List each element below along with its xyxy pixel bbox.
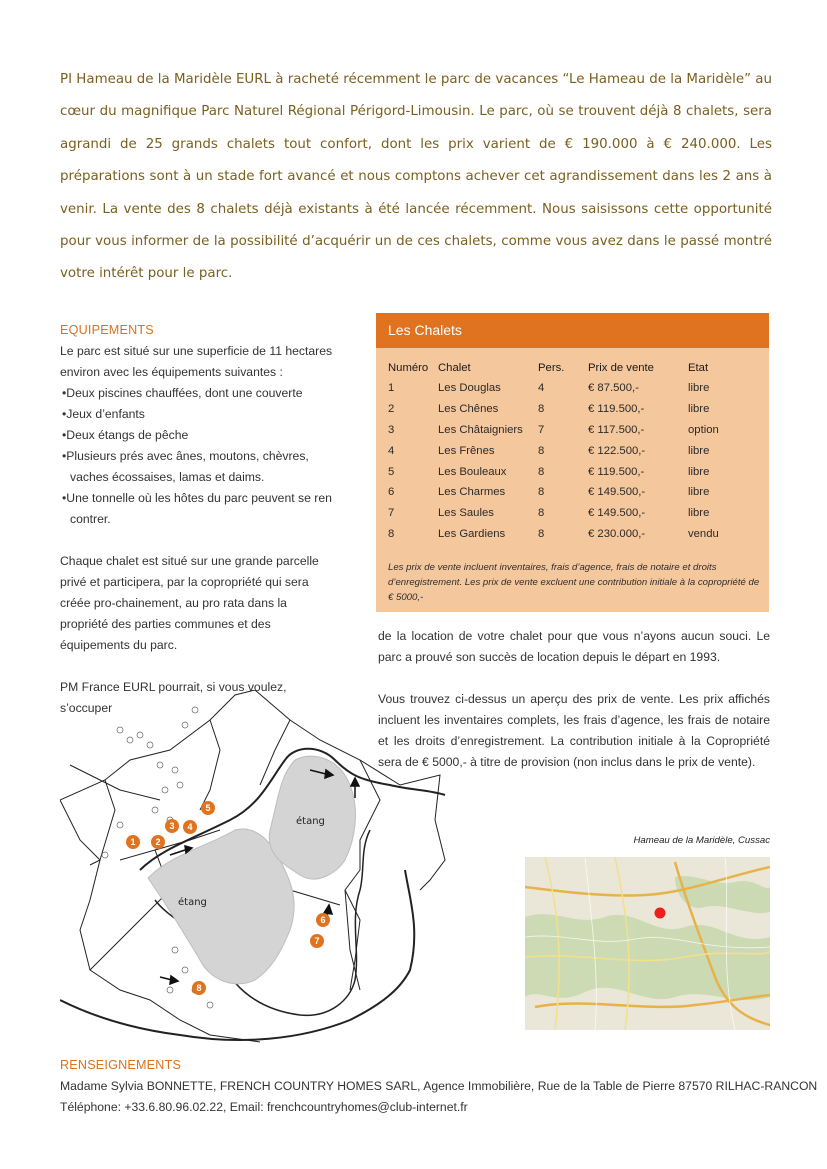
chalet-marker-2 [151,835,165,849]
table-cell: 4 [388,444,395,457]
table-cell: € 149.500,- [588,507,646,520]
table-cell: € 117.500,- [588,423,645,436]
table-cell: Les Chênes [438,403,499,416]
table-cell: Les Douglas [438,382,501,395]
contact-phone-email: Téléphone: +33.6.80.96.02.22, Email: frenchcountryhomes@club-internet.fr [60,1100,468,1114]
table-cell: 1 [388,382,395,395]
location-pin-icon [655,908,666,919]
table-cell: libre [688,486,710,499]
table-cell: Les Frênes [438,444,495,457]
table-row [388,399,758,420]
table-cell: libre [688,444,710,457]
intro-paragraph: PI Hameau de la Maridèle EURL à racheté récemment le parc de vacances “Le Hameau de la Maridèle” au cœur du magnifique Parc Naturel Régional Périgord-Limousin. Le parc, où se trouvent déjà 8 chalets, sera agrandi de 25 grands chalets tout confort, dont les prix varient de € 190.000 à € 240.000. Les préparations sont à un stade fort avancé et nous comptons achever cet agrandissement dans les 2 ans à venir. La vente des 8 chalets déjà existants à été lancée récemment. Nous saisissons cette opportunité pour vous informer de la possibilité d’acquérir un de ces chalets, comme vous avez dans le passé montré votre intérêt pour le parc. [60,72,772,282]
table-cell: libre [688,507,710,520]
renseignements-section [60,1055,817,1118]
column-header: Etat [688,362,709,374]
table-row [388,440,758,461]
chalet-marker-7 [310,934,324,948]
table-cell: 6 [388,486,395,499]
table-row [388,482,758,503]
table-cell: 8 [538,403,545,416]
chalet-marker-8 [192,981,206,995]
table-cell: 3 [388,423,395,436]
table-cell: € 230.000,- [588,527,646,540]
svg-text:4: 4 [187,822,193,832]
equipements-list [60,383,335,530]
table-row [388,503,758,524]
list-item: • Plusieurs prés avec ânes, moutons, chèvres, vaches écossaises, lamas et daims. [60,446,335,488]
table-row [388,524,758,545]
svg-text:2: 2 [155,837,161,847]
table-cell: libre [688,403,710,416]
list-item: • Deux étangs de pêche [60,425,335,446]
table-cell: option [688,423,719,436]
location-map-caption: Hameau de la Maridèle, Cussac [633,835,770,846]
table-row [388,420,758,441]
svg-text:8: 8 [196,983,202,993]
table-cell: 8 [538,465,545,478]
table-cell: 8 [538,527,545,540]
table-cell: 2 [388,403,395,416]
svg-text:5: 5 [205,803,211,813]
svg-text:1: 1 [130,837,136,847]
contact-address: Madame Sylvia BONNETTE, FRENCH COUNTRY HOMES SARL, Agence Immobilière, Rue de la Table de Pierre 87570 RILHAC-RANCON [60,1079,818,1093]
table-cell: 7 [388,507,395,520]
list-item: • Jeux d’enfants [60,404,335,425]
table-cell: Les Saules [438,507,494,520]
chalet-marker-1 [126,835,140,849]
equipements-section [60,320,335,719]
chalet-marker-6 [316,913,330,927]
table-cell: € 149.500,- [588,486,646,499]
table-cell: 8 [538,507,545,520]
svg-text:3: 3 [169,821,175,831]
pond-label: étang [178,897,207,908]
chalets-table-box [376,313,769,612]
table-header-row [388,358,758,378]
list-item: • Deux piscines chauffées, dont une couverte [60,383,335,404]
price-overview-paragraph: Vous trouvez ci-dessus un aperçu des prix de vente. Les prix affichés incluent les inventaires complets, les frais d’agence, les frais de notaire et les droits d’enregistrement. La contribution initiale à la Copropriété sera de € 5000,- à titre de provision (non inclus dans le prix de vente). [378,692,770,769]
table-cell: 8 [388,527,395,540]
table-cell: Les Bouleaux [438,465,507,478]
table-cell: Les Châtaigniers [438,423,523,436]
table-row [388,378,758,399]
chalets-table [388,358,758,544]
table-cell: 7 [538,423,545,436]
table-cell: € 87.500,- [588,382,639,395]
table-cell: 8 [538,444,545,457]
price-note: Les prix de vente incluent inventaires, frais d’agence, frais de notaire et droits d’enregistrement. Les prix de vente excluent une contribution initiale à la copropriété de € 5000,- [388,562,760,603]
equipements-heading: EQUIPEMENTS [60,323,154,337]
svg-text:6: 6 [320,915,326,925]
table-cell: vendu [688,527,719,540]
table-cell: Les Charmes [438,486,506,499]
chalet-parcel-paragraph: Chaque chalet est situé sur une grande parcelle privé et participera, par la copropriété qui sera créée pro-chainement, au pro rata dans la propriété des parties communes et des équipements du parc. [60,554,319,652]
pond-label: étang [296,816,325,827]
table-row [388,461,758,482]
chalet-marker-5 [201,801,215,815]
table-cell: libre [688,382,710,395]
chalet-marker-3 [165,819,179,833]
site-plan-map [60,690,460,1045]
table-cell: 8 [538,486,545,499]
table-cell: € 119.500,- [588,403,645,416]
table-cell: Les Gardiens [438,527,506,540]
svg-text:7: 7 [314,936,320,946]
chalet-marker-4 [183,820,197,834]
column-header: Chalet [438,362,471,374]
column-header: Prix de vente [588,362,654,374]
table-cell: libre [688,465,710,478]
table-cell: € 122.500,- [588,444,646,457]
column-header: Numéro [388,362,429,374]
table-cell: 4 [538,382,545,395]
table-cell: € 119.500,- [588,465,645,478]
renseignements-heading: RENSEIGNEMENTS [60,1058,182,1072]
list-item: • Une tonnelle où les hôtes du parc peuvent se ren contrer. [60,488,335,530]
rental-paragraph: de la location de votre chalet pour que vous n’ayons aucun souci. Le parc a prouvé son succès de location depuis le départ en 1993. [378,629,770,664]
chalets-title: Les Chalets [376,313,769,348]
column-header: Pers. [538,362,565,374]
pm-france-paragraph: PM France EURL pourrait, si vous voulez, s’occuper [60,680,287,715]
location-map [525,857,770,1030]
equipements-intro: Le parc est situé sur une superficie de 11 hectares environ avec les équipements suivantes : [60,344,333,379]
table-cell: 5 [388,465,395,478]
chalets-table-body [388,378,758,544]
